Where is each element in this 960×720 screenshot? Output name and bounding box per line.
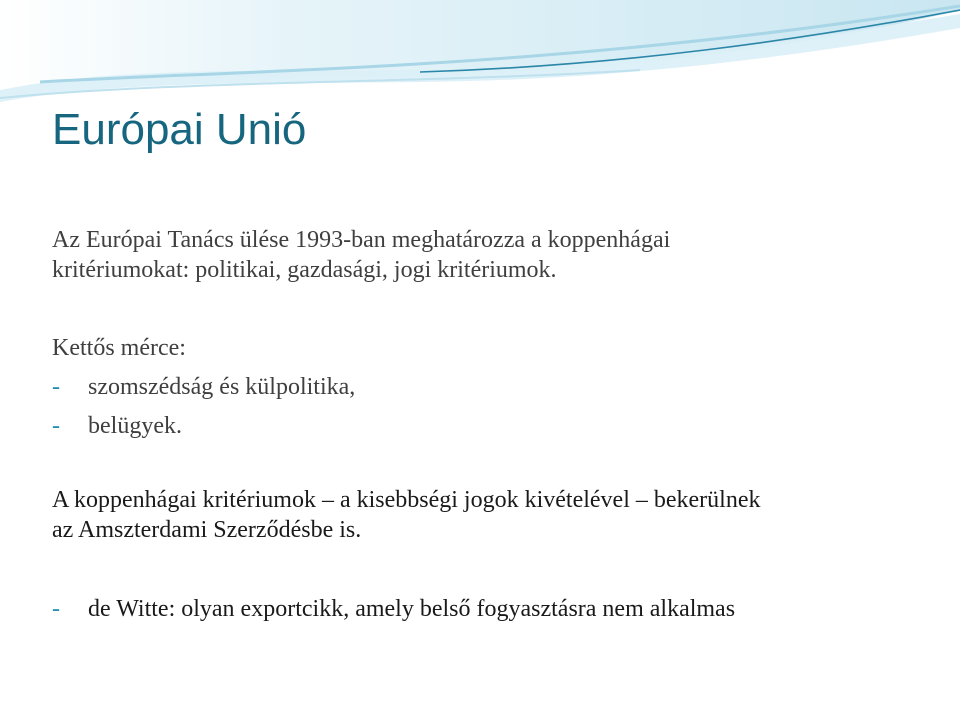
decorative-wave-header xyxy=(0,0,960,110)
list-item xyxy=(52,411,182,441)
paragraph-amsterdam-treaty xyxy=(52,485,760,545)
bullet-dash: - xyxy=(52,413,60,439)
list-item-text: szomszédság és külpolitika, xyxy=(88,374,356,400)
bullet-dash: - xyxy=(52,374,60,400)
slide-title: Európai Unió xyxy=(52,105,307,154)
quote-text: de Witte: olyan exportcikk, amely belső fogyasztásra nem alkalmas xyxy=(88,596,736,622)
paragraph-line: kritériumokat: politikai, gazdasági, jogi kritériumok. xyxy=(52,257,557,283)
paragraph-copenhagen-criteria xyxy=(52,225,670,285)
list-item xyxy=(52,372,355,402)
list-item-text: belügyek. xyxy=(88,413,182,439)
paragraph-line: Az Európai Tanács ülése 1993-ban meghatározza a koppenhágai xyxy=(52,227,671,253)
paragraph-line: az Amszterdami Szerződésbe is. xyxy=(52,517,362,543)
bullet-dash: - xyxy=(52,596,60,622)
quote-item xyxy=(52,594,735,624)
double-standard-heading: Kettős mérce: xyxy=(52,335,186,361)
paragraph-line: A koppenhágai kritériumok – a kisebbségi jogok kivételével – bekerülnek xyxy=(52,487,761,513)
